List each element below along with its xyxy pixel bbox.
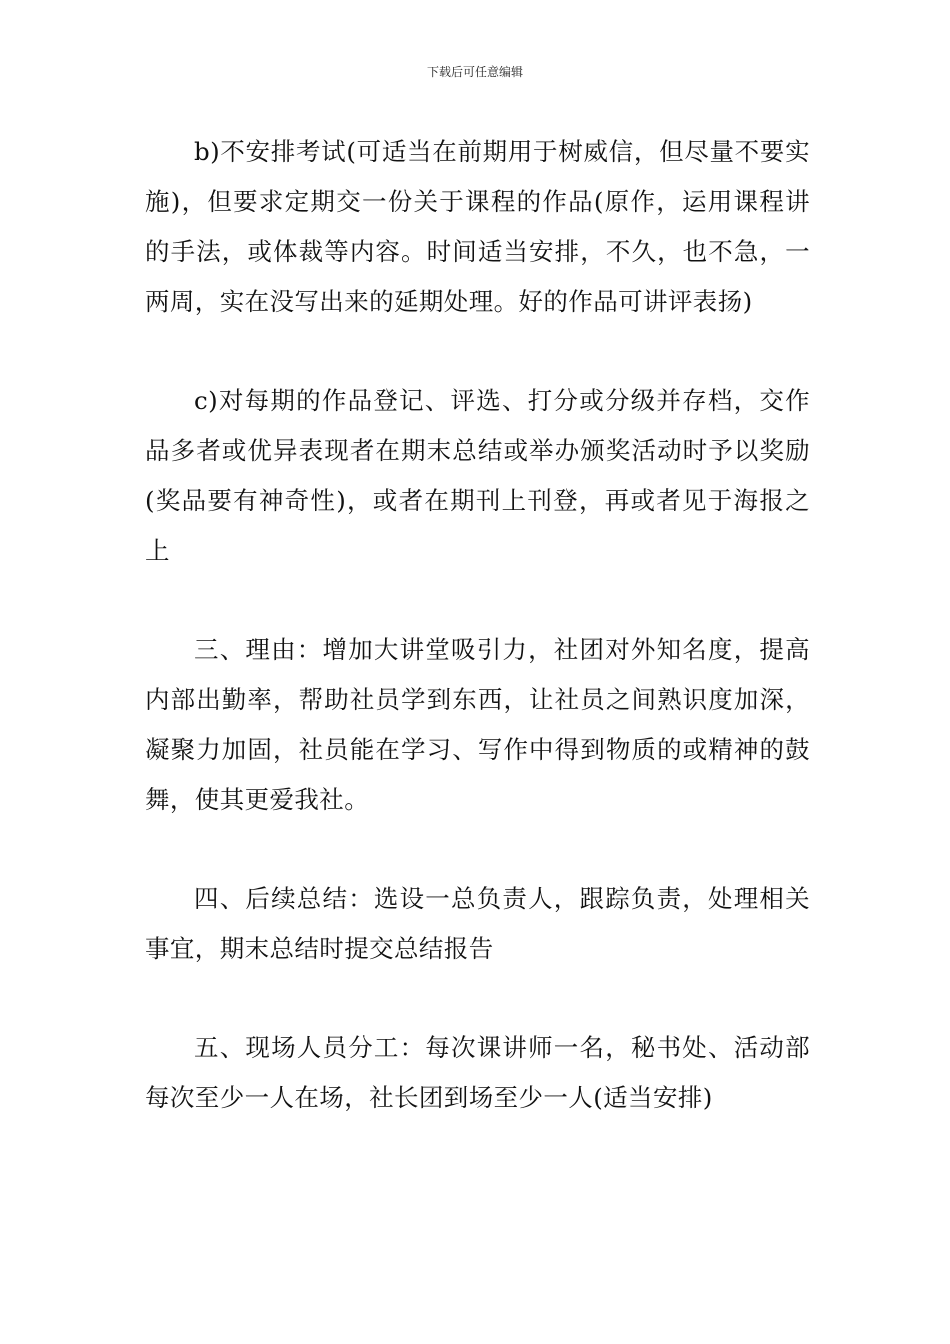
page-header: 下载后可任意编辑 bbox=[426, 65, 523, 79]
paragraph-work-rewards: c)对每期的作品登记、评选、打分或分级并存档，交作品多者或优异表现者在期末总结或举办颁奖活动时予以奖励(奖品要有神奇性)，或者在期刊上刊登，再或者见于海报之上 bbox=[145, 386, 810, 565]
paragraph-reasons: 三、理由：增加大讲堂吸引力，社团对外知名度，提高内部出勤率，帮助社员学到东西，让社员之间熟识度加深，凝聚力加固，社员能在学习、写作中得到物质的或精神的鼓舞，使其更爱我社。 bbox=[145, 635, 810, 814]
paragraph-staff-assignment: 五、现场人员分工：每次课讲师一名，秘书处、活动部每次至少一人在场，社长团到场至少一人(适当安排) bbox=[145, 1033, 810, 1112]
paragraph-exam-policy: b)不安排考试(可适当在前期用于树威信，但尽量不要实施)，但要求定期交一份关于课程的作品(原作，运用课程讲的手法，或体裁等内容。时间适当安排，不久，也不急，一两周，实在没写出来的延期处理。好的作品可讲评表扬) bbox=[145, 137, 810, 316]
paragraph-follow-up-summary: 四、后续总结：选设一总负责人，跟踪负责，处理相关事宜，期末总结时提交总结报告 bbox=[145, 884, 810, 963]
document-body bbox=[145, 127, 810, 1172]
